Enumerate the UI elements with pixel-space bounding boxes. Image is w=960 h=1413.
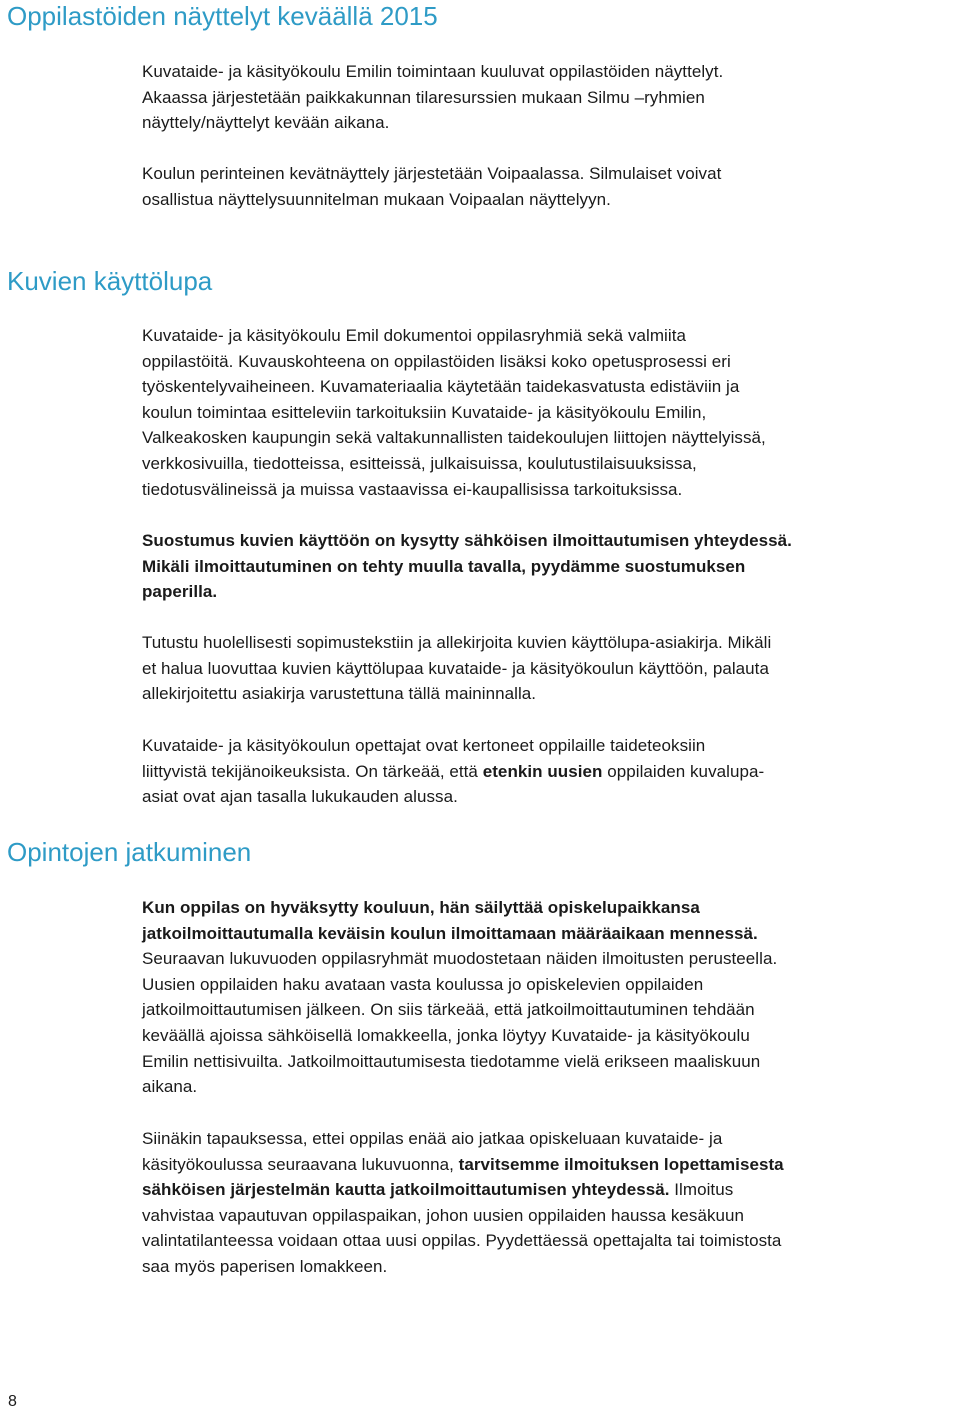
text-run: Uusien oppilaiden haku avataan vasta koulussa jo opiskelevien oppilaiden <box>142 974 704 994</box>
text-line <box>142 1049 958 1075</box>
text-run: Tutustu huolellisesti sopimustekstiin ja allekirjoita kuvien käyttölupa-asiakirja. Mikäli <box>142 633 772 652</box>
text-line <box>142 579 958 605</box>
text-line <box>142 451 958 477</box>
text-line <box>142 997 958 1023</box>
text-line <box>142 110 958 136</box>
text-run: Valkeakosken kaupungin sekä valtakunnallisten taidekoulujen liittojen näyttelyissä, <box>142 428 766 448</box>
text-line <box>142 1023 958 1049</box>
text-line <box>142 528 958 554</box>
text-line <box>142 681 958 707</box>
text-run: asiat ovat ajan tasalla lukukauden alussa. <box>142 787 458 807</box>
text-line <box>142 759 958 785</box>
paragraph-exhibitions-intro <box>142 59 958 136</box>
text-line <box>142 400 958 426</box>
text-line <box>142 374 958 400</box>
text-line <box>142 1254 958 1280</box>
text-line <box>142 554 958 580</box>
text-line <box>142 161 958 187</box>
text-run: valintatilanteessa voidaan ottaa uusi oppilas. Pyydettäessä opettajalta tai toimistosta <box>142 1231 782 1251</box>
text-run: vahvistaa vapautuvan oppilaspaikan, johon uusien oppilaiden haussa kesäkuun <box>142 1205 745 1225</box>
text-line <box>142 733 958 759</box>
text-line <box>142 1126 958 1152</box>
text-line <box>142 349 958 375</box>
text-run: oppilastöitä. Kuvauskohteena on oppilastöiden lisäksi koko opetusprosessi eri <box>142 351 731 371</box>
text-run: paperilla. <box>142 582 218 602</box>
section-heading-continuing-studies: Opintojen jatkuminen <box>7 837 252 867</box>
paragraph-consent-bold <box>142 528 958 605</box>
text-run: Seuraavan lukuvuoden oppilasryhmät muodostetaan näiden ilmoitusten perusteella. <box>142 949 778 969</box>
text-run: Kuvataide- ja käsityökoulu Emil dokumentoi oppilasryhmiä sekä valmiita <box>142 326 686 345</box>
text-run: Siinäkin tapauksessa, ettei oppilas enää aio jatkaa opiskeluaan kuvataide- ja <box>142 1129 723 1148</box>
bold-text-run: jatkoilmoittautumalla keväisin koulun ilmoittamaan määräaikaan mennessä. <box>142 923 758 943</box>
text-line <box>142 1203 958 1229</box>
text-run: koulun toimintaa esitteleviin tarkoituksiin Kuvataide- ja käsityökoulu Emilin, <box>142 402 707 422</box>
text-line <box>142 59 958 85</box>
text-run: keväällä ajoissa sähköisellä lomakkeella, jonka löytyy Kuvataide- ja käsityökoulu <box>142 1025 750 1045</box>
text-line <box>142 1152 958 1178</box>
text-line <box>142 425 958 451</box>
text-line <box>142 895 958 921</box>
text-run: jatkoilmoittautumisen jälkeen. On siis tärkeää, että jatkoilmoittautuminen tehdään <box>142 1000 755 1020</box>
paragraph-contract-instructions <box>142 630 958 707</box>
text-run: Ilmoitus <box>669 1180 734 1200</box>
text-run: saa myös paperisen lomakkeen. <box>142 1256 388 1276</box>
text-run: Emilin nettisivuilta. Jatkoilmoittautumisesta tiedotamme vielä erikseen maaliskuun <box>142 1051 761 1071</box>
text-line <box>142 972 958 998</box>
bold-text-run: tarvitsemme ilmoituksen lopettamisesta <box>458 1154 784 1174</box>
paragraph-documentation <box>142 323 958 502</box>
paragraph-quitting-notice <box>142 1126 958 1280</box>
text-run: Kuvataide- ja käsityökoulun opettajat ovat kertoneet oppilaille taideteoksiin <box>142 736 706 755</box>
text-run: näyttely/näyttelyt kevään aikana. <box>142 113 390 133</box>
text-run: käsityökoulussa seuraavana lukuvuonna, <box>142 1154 459 1174</box>
text-run: liittyvistä tekijänoikeuksista. On tärkeää, että <box>142 761 483 781</box>
text-line <box>142 477 958 503</box>
section-heading-exhibitions: Oppilastöiden näyttelyt keväällä 2015 <box>7 1 438 31</box>
text-line <box>142 187 958 213</box>
text-run: työskentelyvaiheineen. Kuvamateriaalia käytetään taidekasvatusta edistäviin ja <box>142 377 740 397</box>
bold-text-run: Kun oppilas on hyväksytty kouluun, hän säilyttää opiskelupaikkansa <box>142 898 700 917</box>
section-heading-image-permission: Kuvien käyttölupa <box>7 266 213 296</box>
text-run: osallistua näyttelysuunnitelman mukaan Voipaalan näyttelyyn. <box>142 189 611 209</box>
bold-text-run: sähköisen järjestelmän kautta jatkoilmoittautumisen yhteydessä. <box>142 1180 670 1200</box>
paragraph-re-enrollment <box>142 895 958 1100</box>
text-line <box>142 323 958 349</box>
bold-text-run: etenkin uusien <box>482 761 603 781</box>
text-run: aikana. <box>142 1077 198 1097</box>
text-run: Kuvataide- ja käsityökoulu Emilin toimintaan kuuluvat oppilastöiden näyttelyt. <box>142 62 724 81</box>
text-run: Suostumus kuvien käyttöön on kysytty sähköisen ilmoittautumisen yhteydessä. <box>142 531 792 550</box>
text-line <box>142 1177 958 1203</box>
text-run: et halua luovuttaa kuvien käyttölupaa kuvataide- ja käsityökoulun käyttöön, palauta <box>142 658 769 678</box>
text-line <box>142 921 958 947</box>
paragraph-copyright <box>142 733 958 810</box>
text-line <box>142 784 958 810</box>
text-run: tiedotusvälineissä ja muissa vastaavissa ei-kaupallisissa tarkoituksissa. <box>142 479 683 499</box>
text-run: allekirjoitettu asiakirja varustettuna tällä maininnalla. <box>142 684 537 704</box>
text-run: Mikäli ilmoittautuminen on tehty muulla tavalla, pyydämme suostumuksen <box>142 556 746 576</box>
text-run: verkkosivuilla, tiedotteissa, esitteissä, julkaisuissa, koulutustilaisuuksissa, <box>142 453 697 473</box>
text-line <box>142 630 958 656</box>
text-line <box>142 946 958 972</box>
paragraph-spring-exhibition <box>142 161 958 212</box>
text-run: Akaassa järjestetään paikkakunnan tilaresurssien mukaan Silmu –ryhmien <box>142 87 705 107</box>
text-run: Koulun perinteinen kevätnäyttely järjestetään Voipaalassa. Silmulaiset voivat <box>142 164 722 183</box>
text-line <box>142 85 958 111</box>
text-run: oppilaiden kuvalupa- <box>602 761 765 781</box>
text-line <box>142 1074 958 1100</box>
page-number: 8 <box>8 1393 17 1410</box>
text-line <box>142 1228 958 1254</box>
text-line <box>142 656 958 682</box>
